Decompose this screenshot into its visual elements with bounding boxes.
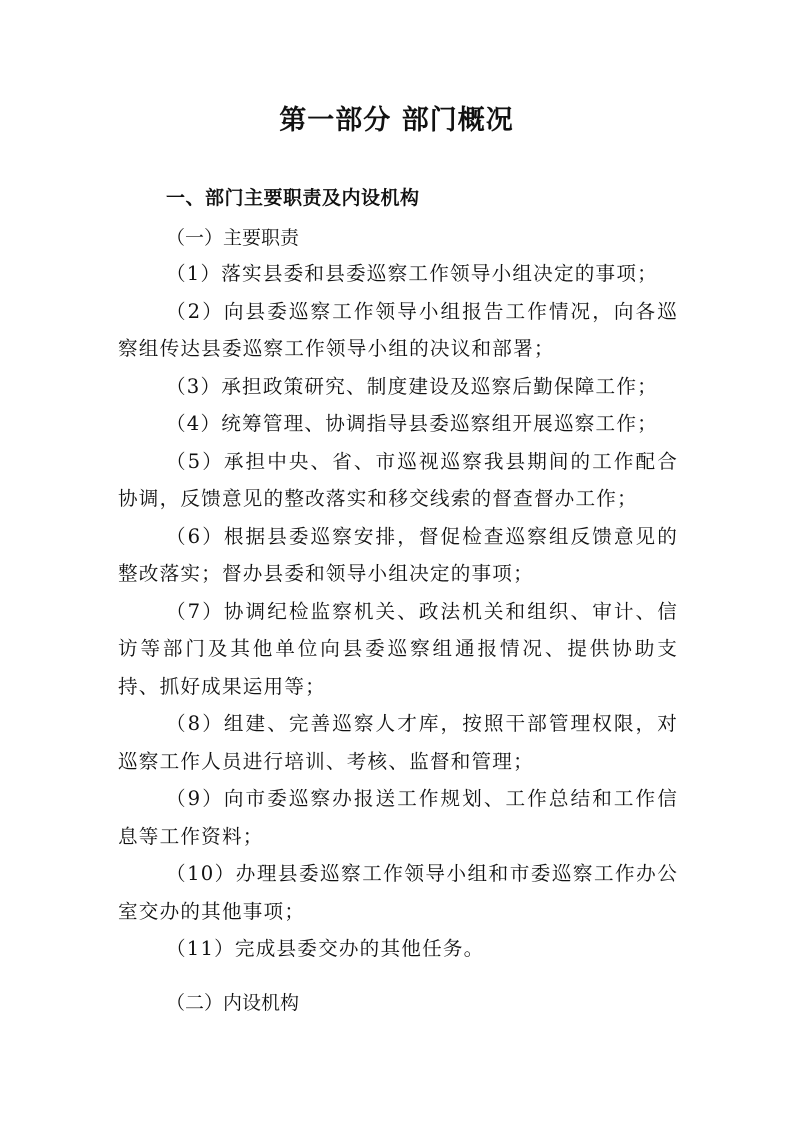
duty-item: （4）统筹管理、协调指导县委巡察组开展巡察工作； [166, 412, 658, 435]
duty-item: （11）完成县委交办的其他任务。 [166, 937, 485, 960]
duties-list [118, 255, 678, 968]
duty-item: （7）协调纪检监察机关、政法机关和组织、审计、信访等部门及其他单位向县委巡察组通报情况、提供协助支持、抓好成果运用等； [118, 599, 678, 698]
duty-item: （6）根据县委巡察安排，督促检查巡察组反馈意见的整改落实；督办县委和领导小组决定的事项； [118, 524, 678, 585]
section-heading: 一、部门主要职责及内设机构 [166, 187, 420, 209]
duty-item: （5）承担中央、省、市巡视巡察我县期间的工作配合协调，反馈意见的整改落实和移交线索的督查督办工作； [118, 449, 678, 510]
duty-item: （9）向市委巡察办报送工作规划、工作总结和工作信息等工作资料； [118, 787, 678, 848]
duty-item: （8）组建、完善巡察人才库，按照干部管理权限，对巡察工作人员进行培训、考核、监督和管理； [118, 712, 678, 773]
sub-heading-main-duties: （一）主要职责 [166, 227, 300, 249]
duty-item: （1）落实县委和县委巡察工作领导小组决定的事项； [166, 262, 658, 285]
sub-heading-internal-structure: （二）内设机构 [166, 992, 300, 1014]
page-title: 第一部分 部门概况 [279, 105, 514, 136]
duty-item: （2）向县委巡察工作领导小组报告工作情况，向各巡察组传达县委巡察工作领导小组的决议和部署； [118, 299, 678, 360]
duty-item: （10）办理县委巡察工作领导小组和市委巡察工作办公室交办的其他事项； [118, 862, 678, 923]
duty-item: （3）承担政策研究、制度建设及巡察后勤保障工作； [166, 374, 658, 398]
